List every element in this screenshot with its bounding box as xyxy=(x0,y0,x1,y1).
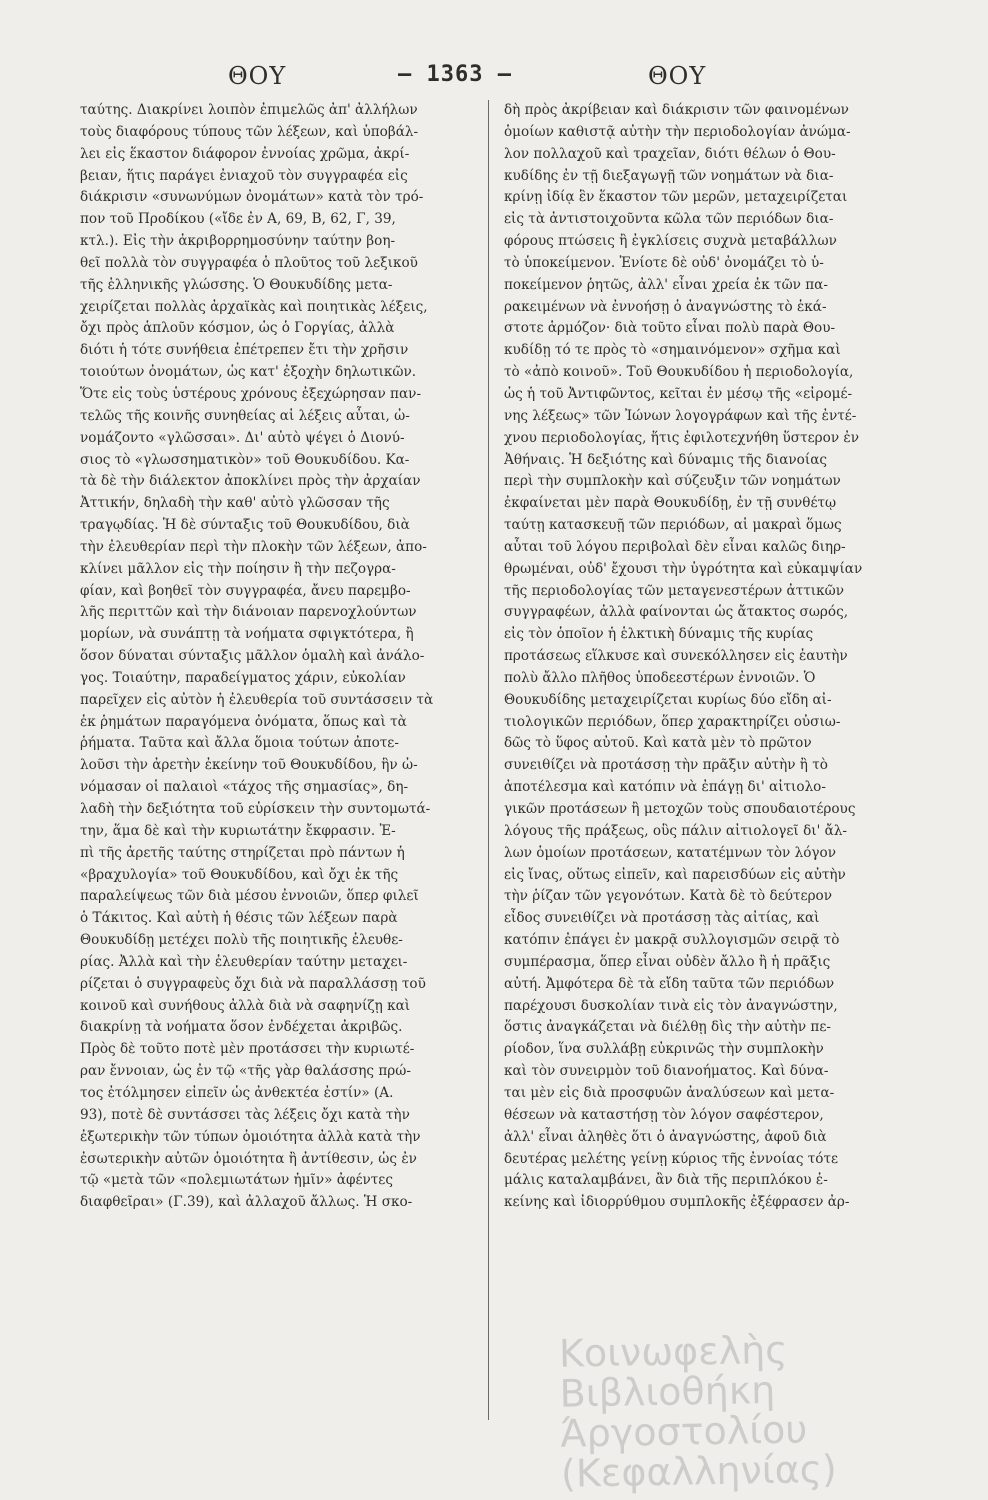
text-line: βειαν, ἥτις παράγει ἐνιαχοῦ τὸν συγγραφέα εἰς xyxy=(80,167,408,184)
text-line: ἐξωτερικὴν τῶν τύπων ὁμοιότητα ἀλλὰ κατὰ τὴν xyxy=(80,1128,421,1145)
text-line: τος ἐτόλμησεν εἰπεῖν ὡς ἀνθεκτέα ἐστίν» (Α. xyxy=(80,1084,394,1101)
text-line: γος. Τοιαύτην, παραδείγματος χάριν, εὐκολίαν xyxy=(80,669,406,686)
text-line: τοιούτων ὀνομάτων, ὡς κατ' ἐξοχὴν δηλωτικῶν. xyxy=(80,364,417,381)
text-line: τὴν ῥίζαν τῶν γεγονότων. Κατὰ δὲ τὸ δεύτερον xyxy=(504,888,833,905)
text-line: μορίων, νὰ συνάπτῃ τὰ νοήματα σφιγκτότερα, ἢ xyxy=(80,626,414,643)
text-line: προτάσεως εἵλκυσε καὶ συνεκόλλησεν εἰς ἑαυτὴν xyxy=(504,648,848,665)
text-line: εἰς ἴνας, οὕτως εἰπεῖν, καὶ παρεισδύων εἰς αὐτὴν xyxy=(504,866,846,883)
text-line: χνου περιοδολογίας, ἥτις ἐφιλοτεχνήθη ὕστερον ἐν xyxy=(504,429,859,446)
text-line: ὡς ἡ τοῦ Ἀντιφῶντος, κεῖται ἐν μέσῳ τῆς «εἰρομέ- xyxy=(504,385,853,402)
text-line: συγγραφέων, ἀλλὰ φαίνονται ὡς ἄτακτος σωρός, xyxy=(504,604,849,621)
text-line: ἐκφαίνεται μὲν παρὰ Θουκυδίδῃ, ἐν τῇ συνθέτῳ xyxy=(504,495,837,512)
text-line: ὅσον δύναται σύνταξις μᾶλλον ὁμαλὴ καὶ ἀνάλο- xyxy=(80,648,425,665)
text-line: ποκείμενον ῥητῶς, ἀλλ' εἶναι χρεία ἐκ τῶν πα- xyxy=(504,276,828,293)
text-line: λοῦσι τὴν ἀρετὴν ἐκείνην τοῦ Θουκυδίδου, ἣν ὠ- xyxy=(80,757,418,774)
text-line: τὰ δὲ τὴν διάλεκτον ἀποκλίνει πρὸς τὴν ἀρχαίαν xyxy=(80,473,421,490)
text-line: κυδίδης ἐν τῇ διεξαγωγῇ τῶν νοημάτων νὰ δια- xyxy=(504,167,834,184)
text-line: κλίνει μᾶλλον εἰς τὴν ποίησιν ἢ τὴν πεζογρα- xyxy=(80,560,396,577)
text-line: ραν ἔννοιαν, ὡς ἐν τῷ «τῆς γὰρ θαλάσσης πρώ- xyxy=(80,1063,411,1080)
text-line: κοινοῦ καὶ συνήθους ἀλλὰ διὰ νὰ σαφηνίζῃ καὶ xyxy=(80,997,411,1014)
text-line: ρίοδον, ἵνα συλλάβῃ εὐκρινῶς τὴν συμπλοκὴν xyxy=(504,1041,824,1058)
text-line: κρίνῃ ἰδίᾳ ἓν ἕκαστον τῶν μερῶν, μεταχειρίζεται xyxy=(504,189,848,206)
text-line: τῆς περιοδολογίας τῶν μεταγενεστέρων ἀττικῶν xyxy=(504,582,844,599)
text-line: Ἀττικήν, δηλαδὴ τὴν καθ' αὐτὸ γλῶσσαν τῆς xyxy=(80,495,390,512)
text-line: λει εἰς ἕκαστον διάφορον ἐννοίας χρῶμα, ἀκρί- xyxy=(80,145,410,162)
text-line: νης λέξεως» τῶν Ἰώνων λογογράφων καὶ τῆς ἐντέ- xyxy=(504,407,857,424)
text-line: εἰς τὰ ἀντιστοιχοῦντα κῶλα τῶν περιόδων δια- xyxy=(504,211,834,228)
text-line: παρεῖχεν εἰς αὐτὸν ἡ ἐλευθερία τοῦ συντάσσειν τὰ xyxy=(80,691,434,708)
text-line: ταύτης. Διακρίνει λοιπὸν ἐπιμελῶς ἀπ' ἀλλήλων xyxy=(80,102,418,118)
text-line: περὶ τὴν συμπλοκὴν καὶ σύζευξιν τῶν νοημάτων xyxy=(504,473,841,490)
text-line: ρίας. Ἀλλὰ καὶ τὴν ἐλευθερίαν ταύτην μεταχει- xyxy=(80,953,408,970)
text-line: μάλις καταλαμβάνει, ἂν διὰ τῆς περιπλόκου ἐ- xyxy=(504,1172,828,1189)
text-line: ἐσωτερικὴν αὐτῶν ὁμοιότητα ἢ ἀντίθεσιν, ὡς ἐν xyxy=(80,1150,417,1167)
library-watermark: Κοινωφελὴς Βιβλιοθήκη Άργοστολίου (Κεφαλληνίας) xyxy=(558,1327,838,1496)
text-line: συνειθίζει νὰ προτάσσῃ τὴν πρᾶξιν αὐτὴν ἢ τὸ xyxy=(504,757,828,774)
text-line: ἀλλ' εἶναι ἀληθὲς ὅτι ὁ ἀναγνώστης, ἀφοῦ διὰ xyxy=(504,1128,827,1145)
text-line: τελῶς τῆς κοινῆς συνηθείας αἱ λέξεις αὗται, ὠ- xyxy=(80,407,410,424)
text-line: διότι ἡ τότε συνήθεια ἐπέτρεπεν ἔτι τὴν χρῆσιν xyxy=(80,342,409,359)
text-line: ῥήματα. Ταῦτα καὶ ἄλλα ὅμοια τούτων ἀποτε- xyxy=(80,735,399,752)
text-line: ὁ Τάκιτος. Καὶ αὐτὴ ἡ θέσις τῶν λέξεων παρὰ xyxy=(80,910,398,927)
column-divider xyxy=(488,100,489,1420)
right-column xyxy=(504,100,892,1214)
text-line: διάκρισιν «συνωνύμων ὀνομάτων» κατὰ τὸν τρό- xyxy=(80,189,424,206)
text-line: θεῖ πολλὰ τὸν συγγραφέα ὁ πλοῦτος τοῦ λεξικοῦ xyxy=(80,254,418,271)
text-line: εἰς τὸν ὁποῖον ἡ ἑλκτικὴ δύναμις τῆς κυρίας xyxy=(504,626,814,643)
page-number: — 1363 — xyxy=(398,62,512,87)
left-column xyxy=(80,100,468,1214)
text-line: ὄχι πρὸς ἁπλοῦν κόσμον, ὡς ὁ Γοργίας, ἀλλὰ xyxy=(80,320,395,337)
text-line: στοτε ἁρμόζον· διὰ τοῦτο εἶναι πολὺ παρὰ Θου- xyxy=(504,320,836,337)
text-line: εἶδος συνειθίζει νὰ προτάσσῃ τὰς αἰτίας, καὶ xyxy=(504,910,820,927)
running-head-right: ΘΟΥ xyxy=(648,62,707,90)
text-line: λῆς περιττῶν καὶ τὴν διάνοιαν παρενοχλούντων xyxy=(80,604,417,621)
text-line: τοὺς διαφόρους τύπους τῶν λέξεων, καὶ ὑποβάλ- xyxy=(80,123,419,140)
text-line: δευτέρας μελέτης γείνῃ κύριος τῆς ἐννοίας τότε xyxy=(504,1150,839,1167)
text-line: τὴν ἐλευθερίαν περὶ τὴν πλοκὴν τῶν λέξεων, ἀπο- xyxy=(80,538,427,555)
text-line: αὗται τοῦ λόγου περιβολαὶ δὲν εἶναι καλῶς διηρ- xyxy=(504,538,846,555)
text-line: πὶ τῆς ἀρετῆς ταύτης στηρίζεται πρὸ πάντων ἡ xyxy=(80,844,405,861)
text-line: τὸ ὑποκείμενον. Ἐνίοτε δὲ οὐδ' ὀνομάζει τὸ ὑ- xyxy=(504,254,824,271)
text-line: λων ὁμοίων προτάσεων, κατατέμνων τὸν λόγον xyxy=(504,844,836,861)
text-line: ὁμοίων καθιστᾷ αὐτὴν τὴν περιοδολογίαν ἀνώμα- xyxy=(504,123,851,140)
text-line: «βραχυλογία» τοῦ Θουκυδίδου, καὶ ὄχι ἐκ τῆς xyxy=(80,866,399,883)
text-line: νομάζοντο «γλῶσσαι». Δι' αὐτὸ ψέγει ὁ Διονύ- xyxy=(80,429,405,446)
text-line: λαδὴ τὴν δεξιότητα τοῦ εὑρίσκειν τὴν συντομωτά- xyxy=(80,801,431,817)
page-header xyxy=(0,58,988,98)
text-line: πον τοῦ Προδίκου («ἴδε ἐν Α, 69, Β, 62, Γ, 39, xyxy=(80,211,396,228)
text-line: παρέχουσι δυσκολίαν τινὰ εἰς τὸν ἀναγνώστην, xyxy=(504,997,838,1014)
text-line: Θουκυδίδῃ μετέχει πολὺ τῆς ποιητικῆς ἐλευθε- xyxy=(80,932,403,949)
text-line: φόρους πτώσεις ἢ ἐγκλίσεις συχνὰ μεταβάλλων xyxy=(504,233,837,250)
text-line: κυδίδῃ τό τε πρὸς τὸ «σημαινόμενον» σχῆμα καὶ xyxy=(504,342,841,359)
text-line: Ὅτε εἰς τοὺς ὑστέρους χρόνους ἐξεχώρησαν παν- xyxy=(80,385,422,402)
text-line: σιος τὸ «γλωσσηματικὸν» τοῦ Θουκυδίδου. Κα- xyxy=(80,451,410,468)
text-line: ταύτῃ κατασκευῇ τῶν περιόδων, αἱ μακραὶ ὅμως xyxy=(504,517,842,534)
text-line: ὅστις ἀναγκάζεται νὰ διέλθῃ δὶς τὴν αὐτὴν πε- xyxy=(504,1019,831,1036)
text-line: δὴ πρὸς ἀκρίβειαν καὶ διάκρισιν τῶν φαινομένων xyxy=(504,102,849,118)
text-line: ἀποτέλεσμα καὶ κατόπιν νὰ ἐπάγῃ δι' αἰτιολο- xyxy=(504,779,826,796)
text-line: 93), ποτὲ δὲ συντάσσει τὰς λέξεις ὄχι κατὰ τὴν xyxy=(80,1106,410,1123)
text-line: τὸ «ἀπὸ κοινοῦ». Τοῦ Θουκυδίδου ἡ περιοδολογία, xyxy=(504,364,854,381)
text-line: θέσεων νὰ καταστήσῃ τὸν λόγον σαφέστερον, xyxy=(504,1106,824,1123)
text-line: αὐτή. Ἀμφότερα δὲ τὰ εἴδη ταῦτα τῶν περιόδων xyxy=(504,975,835,992)
text-line: λόγους τῆς πράξεως, οὓς πάλιν αἰτιολογεῖ δι' ἄλ- xyxy=(504,822,848,839)
text-line: διαφθεῖραι» (Γ.39), καὶ ἀλλαχοῦ ἄλλως. Ἡ σκο- xyxy=(80,1194,413,1211)
text-line: κτλ.). Εἰς τὴν ἀκριβορρημοσύνην ταύτην βοη- xyxy=(80,233,396,250)
running-head-left: ΘΟΥ xyxy=(228,62,287,90)
text-line: γικῶν προτάσεων ἢ μετοχῶν τοὺς σπουδαιοτέρους xyxy=(504,801,856,817)
text-line: συμπέρασμα, ὅπερ εἶναι οὐδὲν ἄλλο ἢ ἡ πρᾶξις xyxy=(504,953,831,970)
text-line: νόμασαν οἱ παλαιοὶ «τάχος τῆς σημασίας», δη- xyxy=(80,779,409,796)
text-line: καὶ τὸν συνειρμὸν τοῦ διανοήματος. Καὶ δύνα- xyxy=(504,1063,829,1080)
text-line: ρακειμένων νὰ ἐννοήσῃ ὁ ἀναγνώστης τὸ ἑκά- xyxy=(504,298,827,315)
text-line: ρίζεται ὁ συγγραφεὺς ὄχι διὰ νὰ παραλλάσσῃ τοῦ xyxy=(80,975,426,992)
text-line: Θουκυδίδης μεταχειρίζεται κυρίως δύο εἴδη αἰ- xyxy=(504,691,832,708)
text-line: τῆς ἑλληνικῆς γλώσσης. Ὁ Θουκυδίδης μετα- xyxy=(80,276,393,293)
text-line: θρωμέναι, οὐδ' ἔχουσι τὴν ὑγρότητα καὶ εὐκαμψίαν xyxy=(504,560,863,577)
text-line: διακρίνῃ τὰ νοήματα ὅσον ἐνδέχεται ἀκριβῶς. xyxy=(80,1019,403,1036)
text-line: χειρίζεται πολλὰς ἀρχαϊκὰς καὶ ποιητικὰς λέξεις, xyxy=(80,298,428,315)
text-line: Ἀθήναις. Ἡ δεξιότης καὶ δύναμις τῆς διανοίας xyxy=(504,451,827,468)
text-line: λον πολλαχοῦ καὶ τραχεῖαν, διότι θέλων ὁ Θου- xyxy=(504,145,836,162)
text-line: πολὺ ἄλλο πλῆθος ὑποδεεστέρων ἐννοιῶν. Ὁ xyxy=(504,669,816,686)
text-line: τῷ «μετὰ τῶν «πολεμιωτάτων ἡμῖν» ἀφέντες xyxy=(80,1172,393,1189)
text-line: κατόπιν ἐπάγει ἐν μακρᾷ συλλογισμῶν σειρᾷ τὸ xyxy=(504,932,840,949)
text-line: κείνης καὶ ἰδιορρύθμου συμπλοκῆς ἐξέφρασεν ἀρ- xyxy=(504,1194,850,1211)
text-line: τιολογικῶν περιόδων, ὅπερ χαρακτηρίζει οὐσιω- xyxy=(504,713,841,730)
text-line: ται μὲν εἰς διὰ προσφυῶν ἀναλύσεων καὶ μετα- xyxy=(504,1084,835,1101)
text-line: τραγῳδίας. Ἡ δὲ σύνταξις τοῦ Θουκυδίδου, διὰ xyxy=(80,517,410,534)
text-line: φίαν, καὶ βοηθεῖ τὸν συγγραφέα, ἄνευ παρεμβο- xyxy=(80,582,411,599)
text-line: ἐκ ῥημάτων παραγόμενα ὀνόματα, ὅπως καὶ τὰ xyxy=(80,713,407,730)
text-line: παραλείψεως τῶν διὰ μέσου ἐννοιῶν, ὅπερ φιλεῖ xyxy=(80,888,419,905)
text-line: δῶς τὸ ὕφος αὐτοῦ. Καὶ κατὰ μὲν τὸ πρῶτον xyxy=(504,735,812,752)
text-line: την, ἅμα δὲ καὶ τὴν κυριωτάτην ἔκφρασιν. Ἐ- xyxy=(80,822,396,839)
text-line: Πρὸς δὲ τοῦτο ποτὲ μὲν προτάσσει τὴν κυριωτέ- xyxy=(80,1041,415,1058)
